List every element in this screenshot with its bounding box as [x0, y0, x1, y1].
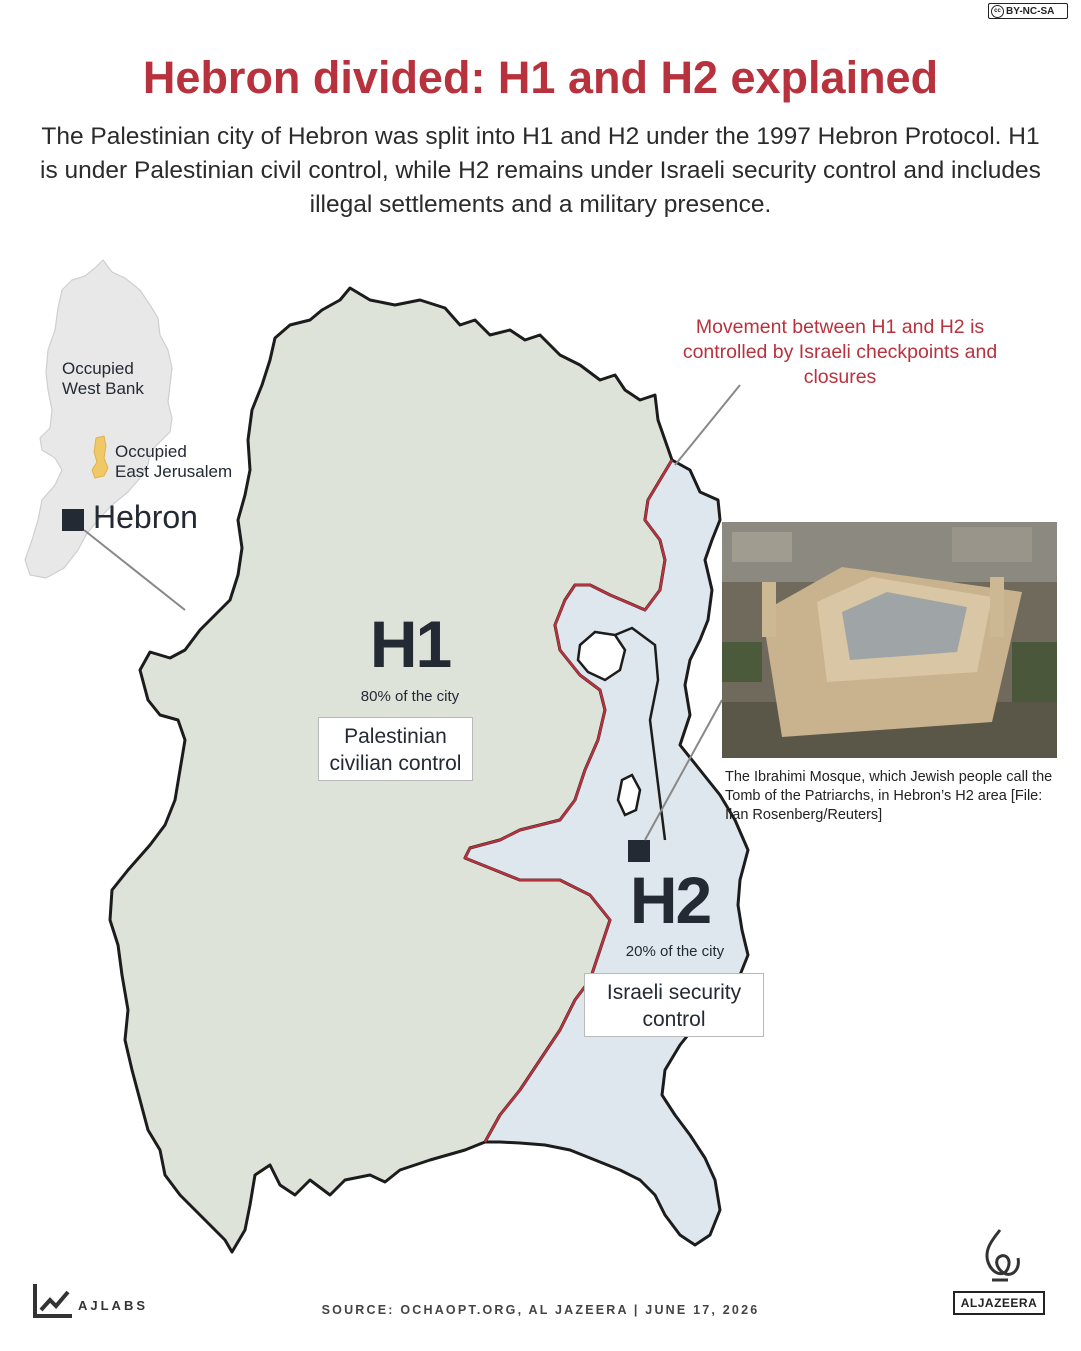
ajlabs-label: AJLABS: [78, 1298, 149, 1313]
hebron-label: Hebron: [93, 499, 198, 535]
h1-label: H1: [369, 607, 451, 681]
hebron-leader-line: [84, 530, 185, 610]
checkpoint-annotation: Movement between H1 and H2 is controlled by Israeli checkpoints and closures: [682, 316, 998, 388]
source-line: SOURCE: OCHAOPT.ORG, AL JAZEERA | JUNE 17, 2026: [321, 1303, 760, 1317]
aljazeera-logo: ALJAZEERA: [953, 1291, 1045, 1315]
aljazeera-calligraphy-icon: [974, 1228, 1026, 1288]
checkpoint-leader-line: [675, 385, 740, 465]
h1-share: 80% of the city: [360, 688, 460, 705]
h2-control-label: Israeli security control: [584, 973, 764, 1037]
license-badge: cc BY-NC-SA: [988, 3, 1068, 19]
h2-label: H2: [629, 863, 711, 937]
cc-icon: cc: [991, 5, 1004, 18]
page-title: Hebron divided: H1 and H2 explained: [142, 52, 939, 103]
h2-share: 20% of the city: [625, 943, 725, 960]
ibrahimi-mosque-photo: [722, 522, 1057, 758]
west-bank-label: Occupied West Bank: [62, 359, 144, 398]
mosque-marker: [628, 840, 650, 862]
mosque-photo-illustration: [722, 522, 1057, 758]
h1-control-label: Palestinian civilian control: [318, 717, 473, 781]
east-jerusalem-label: Occupied East Jerusalem: [115, 442, 233, 481]
page-subtitle: The Palestinian city of Hebron was split into H1 and H2 under the 1997 Hebron Protocol. H1 is under Palestinian civil control, while H2 remains under Israeli security control and includes illegal settlements and a military presence.: [40, 123, 1041, 218]
photo-caption: The Ibrahimi Mosque, which Jewish people call the Tomb of the Patriarchs, in Hebron’s H2 area [File: Ilan Rosenberg/Reuters]: [725, 769, 1053, 823]
hebron-marker: [62, 509, 84, 531]
